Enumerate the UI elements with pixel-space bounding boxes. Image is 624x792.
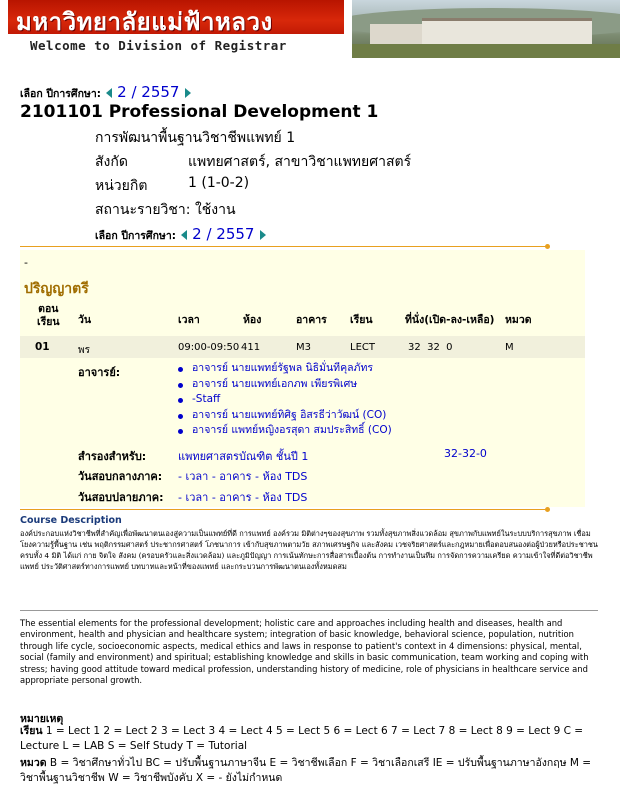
- welcome-text: Welcome to Division of Registrar: [30, 38, 287, 53]
- separator-dot: [545, 244, 550, 249]
- next-term-icon-2[interactable]: [260, 230, 266, 240]
- row-study: LECT: [350, 342, 375, 353]
- separator-bottom: [20, 509, 547, 510]
- notes-heading: หมายเหตุ: [20, 713, 64, 725]
- row-room: 411: [241, 342, 261, 353]
- term-selector: [20, 82, 191, 102]
- midterm-value: - เวลา - อาคาร - ห้อง TDS: [178, 470, 308, 483]
- notes-category-text: B = วิชาศึกษาทั่วไป BC = ปรับพื้นฐานภาษาจีน E = วิชาชีพเลือก F = วิชาเลือกเสรี IE = ปรับพื้นฐานภาษาอังกฤษ M = วิชาพื้นฐานวิชาชีพ W = วิชาชีพบังคับ X = - ยังไม่กำหนด: [20, 757, 592, 784]
- instructor-item[interactable]: อาจารย์ นายแพทย์เอกภพ เพียรพิเศษ: [176, 377, 576, 393]
- header-study: เรียน: [350, 314, 373, 326]
- credits-value: 1 (1-0-2): [188, 175, 250, 191]
- notes-category-label: หมวด: [20, 757, 47, 769]
- final-label: วันสอบปลายภาค:: [78, 491, 164, 504]
- header-day: วัน: [78, 314, 92, 326]
- university-name: มหาวิทยาลัยแม่ฟ้าหลวง: [16, 7, 273, 36]
- description-english: The essential elements for the professional development; holistic care and approaches including health and diseases, health and environment, health and physician and healthcare system; integration of basic knowledge, behavioral science, population, nutrition through life cycle, socioeconomic aspects, medical ethics and laws in response to patient's context in 4 dimensions: physical, mental, social (family and environment) and spiritual; establishing knowledge and skills in basic communication, team working and coping with stress; having good attitude toward medical profession, understanding history of medicine, role of physicians in healthcare service and appropriate personal growth.: [20, 618, 589, 686]
- credits-label: หน่วยกิต: [95, 178, 148, 194]
- prev-term-icon-2[interactable]: [181, 230, 187, 240]
- next-term-icon[interactable]: [185, 88, 191, 98]
- row-building: M3: [296, 342, 311, 353]
- header-section: ตอน เรียน: [37, 303, 60, 328]
- reserved-value: แพทยศาสตรบัณฑิต ชั้นปี 1: [178, 450, 309, 463]
- header-building: อาคาร: [296, 314, 327, 326]
- instructor-item[interactable]: -Staff: [176, 392, 576, 408]
- instructor-list: [176, 361, 576, 439]
- row-section: 01: [35, 341, 50, 353]
- separator-dot-2: [545, 507, 550, 512]
- status-value: ใช้งาน: [194, 202, 236, 218]
- row-category: M: [505, 342, 514, 353]
- term-selector-2: [95, 224, 266, 244]
- term-value[interactable]: 2 / 2557: [117, 83, 180, 101]
- status-label: สถานะรายวิชา:: [95, 202, 191, 218]
- row-time: 09:00-09:50: [178, 342, 240, 353]
- row-seats: 32 32 0: [408, 342, 453, 353]
- course-thai-title: การพัฒนาพื้นฐานวิชาชีพแพทย์ 1: [95, 130, 296, 146]
- banner-logo: [8, 0, 344, 58]
- course-status: [95, 199, 236, 221]
- notes-study-text: 1 = Lect 1 2 = Lect 2 3 = Lect 3 4 = Lect 4 5 = Lect 5 6 = Lect 6 7 = Lect 7 8 = Lect 8 9 = Lect 9 C = Lecture L = LAB S = Self Study T = Tutorial: [20, 725, 584, 752]
- description-divider: [20, 610, 598, 611]
- header-time: เวลา: [178, 314, 200, 326]
- reserved-seats: 32-32-0: [444, 447, 487, 460]
- prev-term-icon[interactable]: [106, 88, 112, 98]
- final-value: - เวลา - อาคาร - ห้อง TDS: [178, 491, 308, 504]
- instructor-item[interactable]: อาจารย์ แพทย์หญิงอรสุดา สมประสิทธิ์ (CO): [176, 423, 576, 439]
- header-category: หมวด: [505, 314, 532, 326]
- term-value-2[interactable]: 2 / 2557: [192, 225, 255, 243]
- header-room: ห้อง: [243, 314, 262, 326]
- term-label: เลือก ปีการศึกษา:: [20, 88, 101, 100]
- row-day: พร: [78, 345, 90, 356]
- instructor-item[interactable]: อาจารย์ นายแพทย์ทิศิฐ อิสรธีว่าวัฒน์ (CO): [176, 408, 576, 424]
- separator-top: [20, 246, 547, 247]
- affiliation-label: สังกัด: [95, 154, 128, 170]
- reserved-label: สำรองสำหรับ:: [78, 450, 147, 463]
- notes-study-label: เรียน: [20, 725, 43, 737]
- notes-study: [20, 724, 600, 754]
- description-thai: องค์ประกอบแห่งวิชาชีพที่สำคัญเพื่อพัฒนาตนเองสู่ความเป็นแพทย์ที่ดี การแพทย์ องค์รวม มิติต่างๆของสุขภาพ รวมทั้งสุขภาพสิ่งแวดล้อม สุขภาพกับแพทย์ในระบบบริการสุขภาพ เชื่อมโยงความรู้พื้นฐาน เช่น พฤติกรรมศาสตร์ ประชากรศาสตร์ โภชนาการ เข้ากับสุขภาพตามวัย สภาพเศรษฐกิจ และสังคม เวชจริยศาสตร์และกฎหมายเพื่อตอบสนองต่อผู้ป่วยหรือประชาชนครบทั้ง 4 มิติ ได้แก่ กาย จิตใจ สังคม (ครอบครัวและสิ่งแวดล้อม) และภูมิปัญญา การเน้นทักษะการสื่อสารเบื้องต้น การทำงานเป็นทีม การจัดการความเครียด ความเข้าใจที่ดีต่อวิชาชีพแพทย์ ประวัติศาสตร์ทางการแพทย์ บทบาทและหน้าที่ของแพทย์ และกระบวนการพัฒนาตนเองทั้งหมดสม: [20, 529, 598, 571]
- course-title: 2101101 Professional Development 1: [20, 102, 379, 122]
- affiliation-value: แพทยศาสตร์, สาขาวิชาแพทยศาสตร์: [188, 154, 412, 170]
- description-heading: Course Description: [20, 515, 122, 526]
- midterm-label: วันสอบกลางภาค:: [78, 470, 163, 483]
- instructors-label: อาจารย์:: [78, 366, 121, 379]
- section-dash: -: [24, 256, 28, 269]
- degree-title: ปริญญาตรี: [24, 281, 89, 297]
- campus-photo: [352, 0, 620, 58]
- instructor-item[interactable]: อาจารย์ นายแพทย์รัฐพล นิธิมั่นทีคุลภัทร: [176, 361, 576, 377]
- term-label-2: เลือก ปีการศึกษา:: [95, 230, 176, 242]
- notes-category: [20, 756, 600, 786]
- header-seats: ที่นั่ง(เปิด-ลง-เหลือ): [405, 314, 495, 326]
